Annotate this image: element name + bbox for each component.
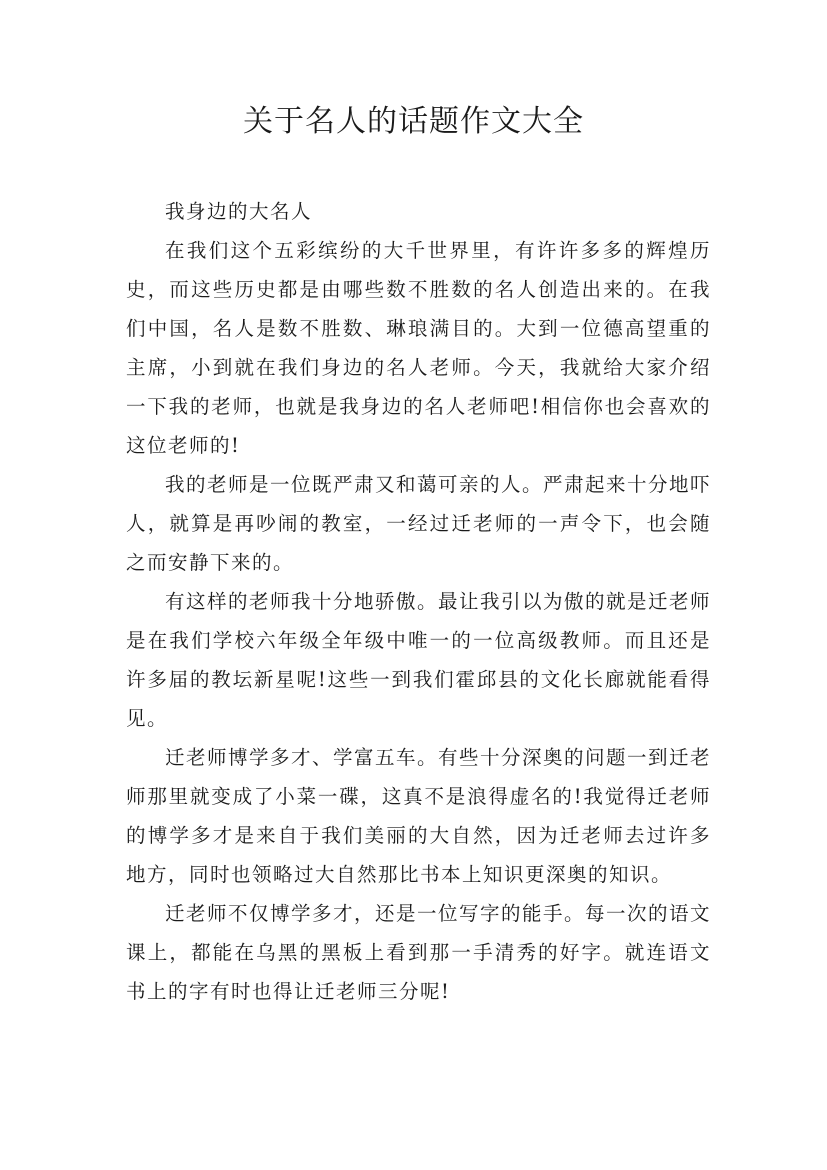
essay-body: [126, 192, 711, 1011]
paragraph-3: 有这样的老师我十分地骄傲。最让我引以为傲的就是迁老师是在我们学校六年级全年级中唯一的一位高级教师。而且还是许多届的教坛新星呢!这些一到我们霍邱县的文化长廊就能看得见。: [126, 590, 712, 730]
paragraph-2: 我的老师是一位既严肃又和蔼可亲的人。严肃起来十分地吓人，就算是再吵闹的教室，一经过迁老师的一声令下，也会随之而安静下来的。: [126, 473, 712, 574]
paragraph-1: 在我们这个五彩缤纷的大千世界里，有许许多多的辉煌历史，而这些历史都是由哪些数不胜数的名人创造出来的。在我们中国，名人是数不胜数、琳琅满目的。大到一位德高望重的主席，小到就在我们身边的名人老师。今天，我就给大家介绍一下我的老师，也就是我身边的名人老师吧!相信你也会喜欢的这位老师的!: [126, 239, 711, 457]
paragraph-5: 迁老师不仅博学多才，还是一位写字的能手。每一次的语文课上，都能在乌黑的黑板上看到那一手清秀的好字。就连语文书上的字有时也得让迁老师三分呢!: [126, 902, 712, 1003]
paragraph-4: 迁老师博学多才、学富五车。有些十分深奥的问题一到迁老师那里就变成了小菜一碟，这真不是浪得虚名的!我觉得迁老师的博学多才是来自于我们美丽的大自然，因为迁老师去过许多地方，同时也领略过大自然那比书本上知识更深奥的知识。: [126, 746, 712, 886]
essay-subtitle: 我身边的大名人: [165, 200, 313, 223]
document-title: 关于名人的话题作文大全: [243, 104, 584, 139]
